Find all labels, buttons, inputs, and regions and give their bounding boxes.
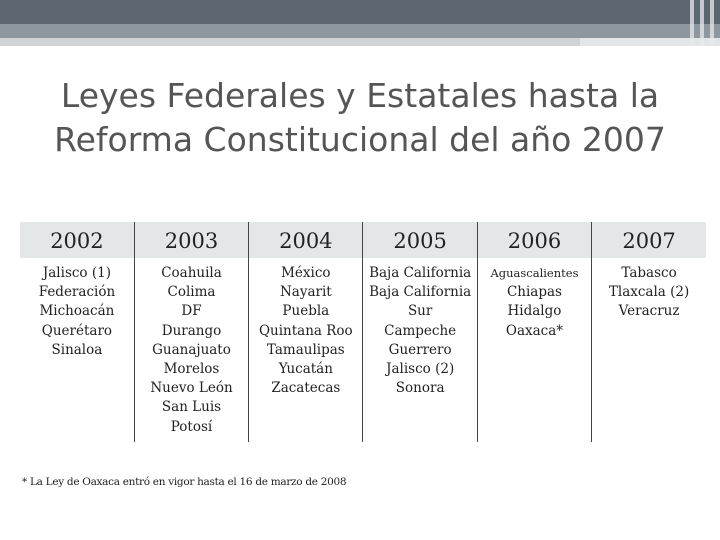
footnote: * La Ley de Oaxaca entró en vigor hasta el 16 de marzo de 2008 bbox=[22, 476, 347, 488]
state-name: Colima bbox=[167, 284, 216, 301]
state-name: Sonora bbox=[395, 380, 445, 397]
col-2007 bbox=[592, 258, 706, 442]
table-body-row bbox=[20, 258, 706, 442]
state-name: Michoacán bbox=[39, 303, 115, 320]
state-name: San Luis bbox=[161, 399, 222, 416]
col-2004 bbox=[249, 258, 363, 442]
year-header: 2003 bbox=[134, 222, 248, 258]
col-2006 bbox=[477, 258, 591, 442]
state-name: Baja California bbox=[369, 265, 472, 281]
state-name: Potosí bbox=[170, 418, 213, 435]
state-name: Tabasco bbox=[621, 265, 677, 281]
state-name: Jalisco (2) bbox=[386, 361, 455, 378]
state-name: Guanajuato bbox=[152, 341, 231, 358]
state-name: Tamaulipas bbox=[266, 341, 345, 358]
state-name: Sur bbox=[407, 303, 433, 320]
col-2005 bbox=[363, 258, 477, 442]
year-header: 2007 bbox=[592, 222, 706, 258]
state-name: Nuevo León bbox=[150, 380, 233, 397]
state-name: Hidalgo bbox=[507, 303, 562, 320]
col-2002 bbox=[20, 258, 134, 442]
state-name: Nayarit bbox=[279, 284, 332, 301]
year-header: 2006 bbox=[477, 222, 591, 258]
state-name: Yucatán bbox=[278, 361, 333, 378]
state-name: Baja California bbox=[369, 284, 472, 301]
state-name: Oaxaca* bbox=[505, 322, 564, 339]
state-name: Guerrero bbox=[388, 341, 452, 358]
state-name: México bbox=[281, 265, 331, 281]
state-name: Puebla bbox=[282, 303, 330, 320]
state-name: Campeche bbox=[384, 322, 457, 339]
state-name: Tlaxcala (2) bbox=[608, 284, 690, 301]
state-name: Durango bbox=[161, 322, 222, 339]
state-name: Federación bbox=[38, 284, 116, 301]
header-bar-dark bbox=[0, 0, 720, 24]
year-header: 2002 bbox=[20, 222, 134, 258]
state-name: Sinaloa bbox=[51, 341, 103, 358]
state-name: Chiapas bbox=[506, 284, 562, 301]
state-name: Coahuila bbox=[161, 265, 222, 281]
state-name: Veracruz bbox=[618, 303, 680, 320]
header-bar-light bbox=[0, 38, 580, 46]
laws-table bbox=[20, 222, 706, 442]
year-header: 2004 bbox=[249, 222, 363, 258]
corner-decoration bbox=[684, 0, 714, 46]
state-name: Querétaro bbox=[41, 322, 113, 339]
state-name: Jalisco (1) bbox=[42, 265, 111, 281]
state-name: Zacatecas bbox=[271, 380, 341, 397]
state-name: Quintana Roo bbox=[258, 322, 353, 339]
col-2003 bbox=[134, 258, 248, 442]
slide-title: Leyes Federales y Estatales hasta la Reforma Constitucional del año 2007 bbox=[54, 76, 666, 159]
year-header: 2005 bbox=[363, 222, 477, 258]
table-header-row bbox=[20, 222, 706, 258]
state-name: DF bbox=[181, 303, 202, 320]
state-name: Morelos bbox=[163, 361, 220, 378]
state-name: Aguascalientes bbox=[490, 266, 579, 280]
header-bar-mid bbox=[0, 24, 720, 38]
